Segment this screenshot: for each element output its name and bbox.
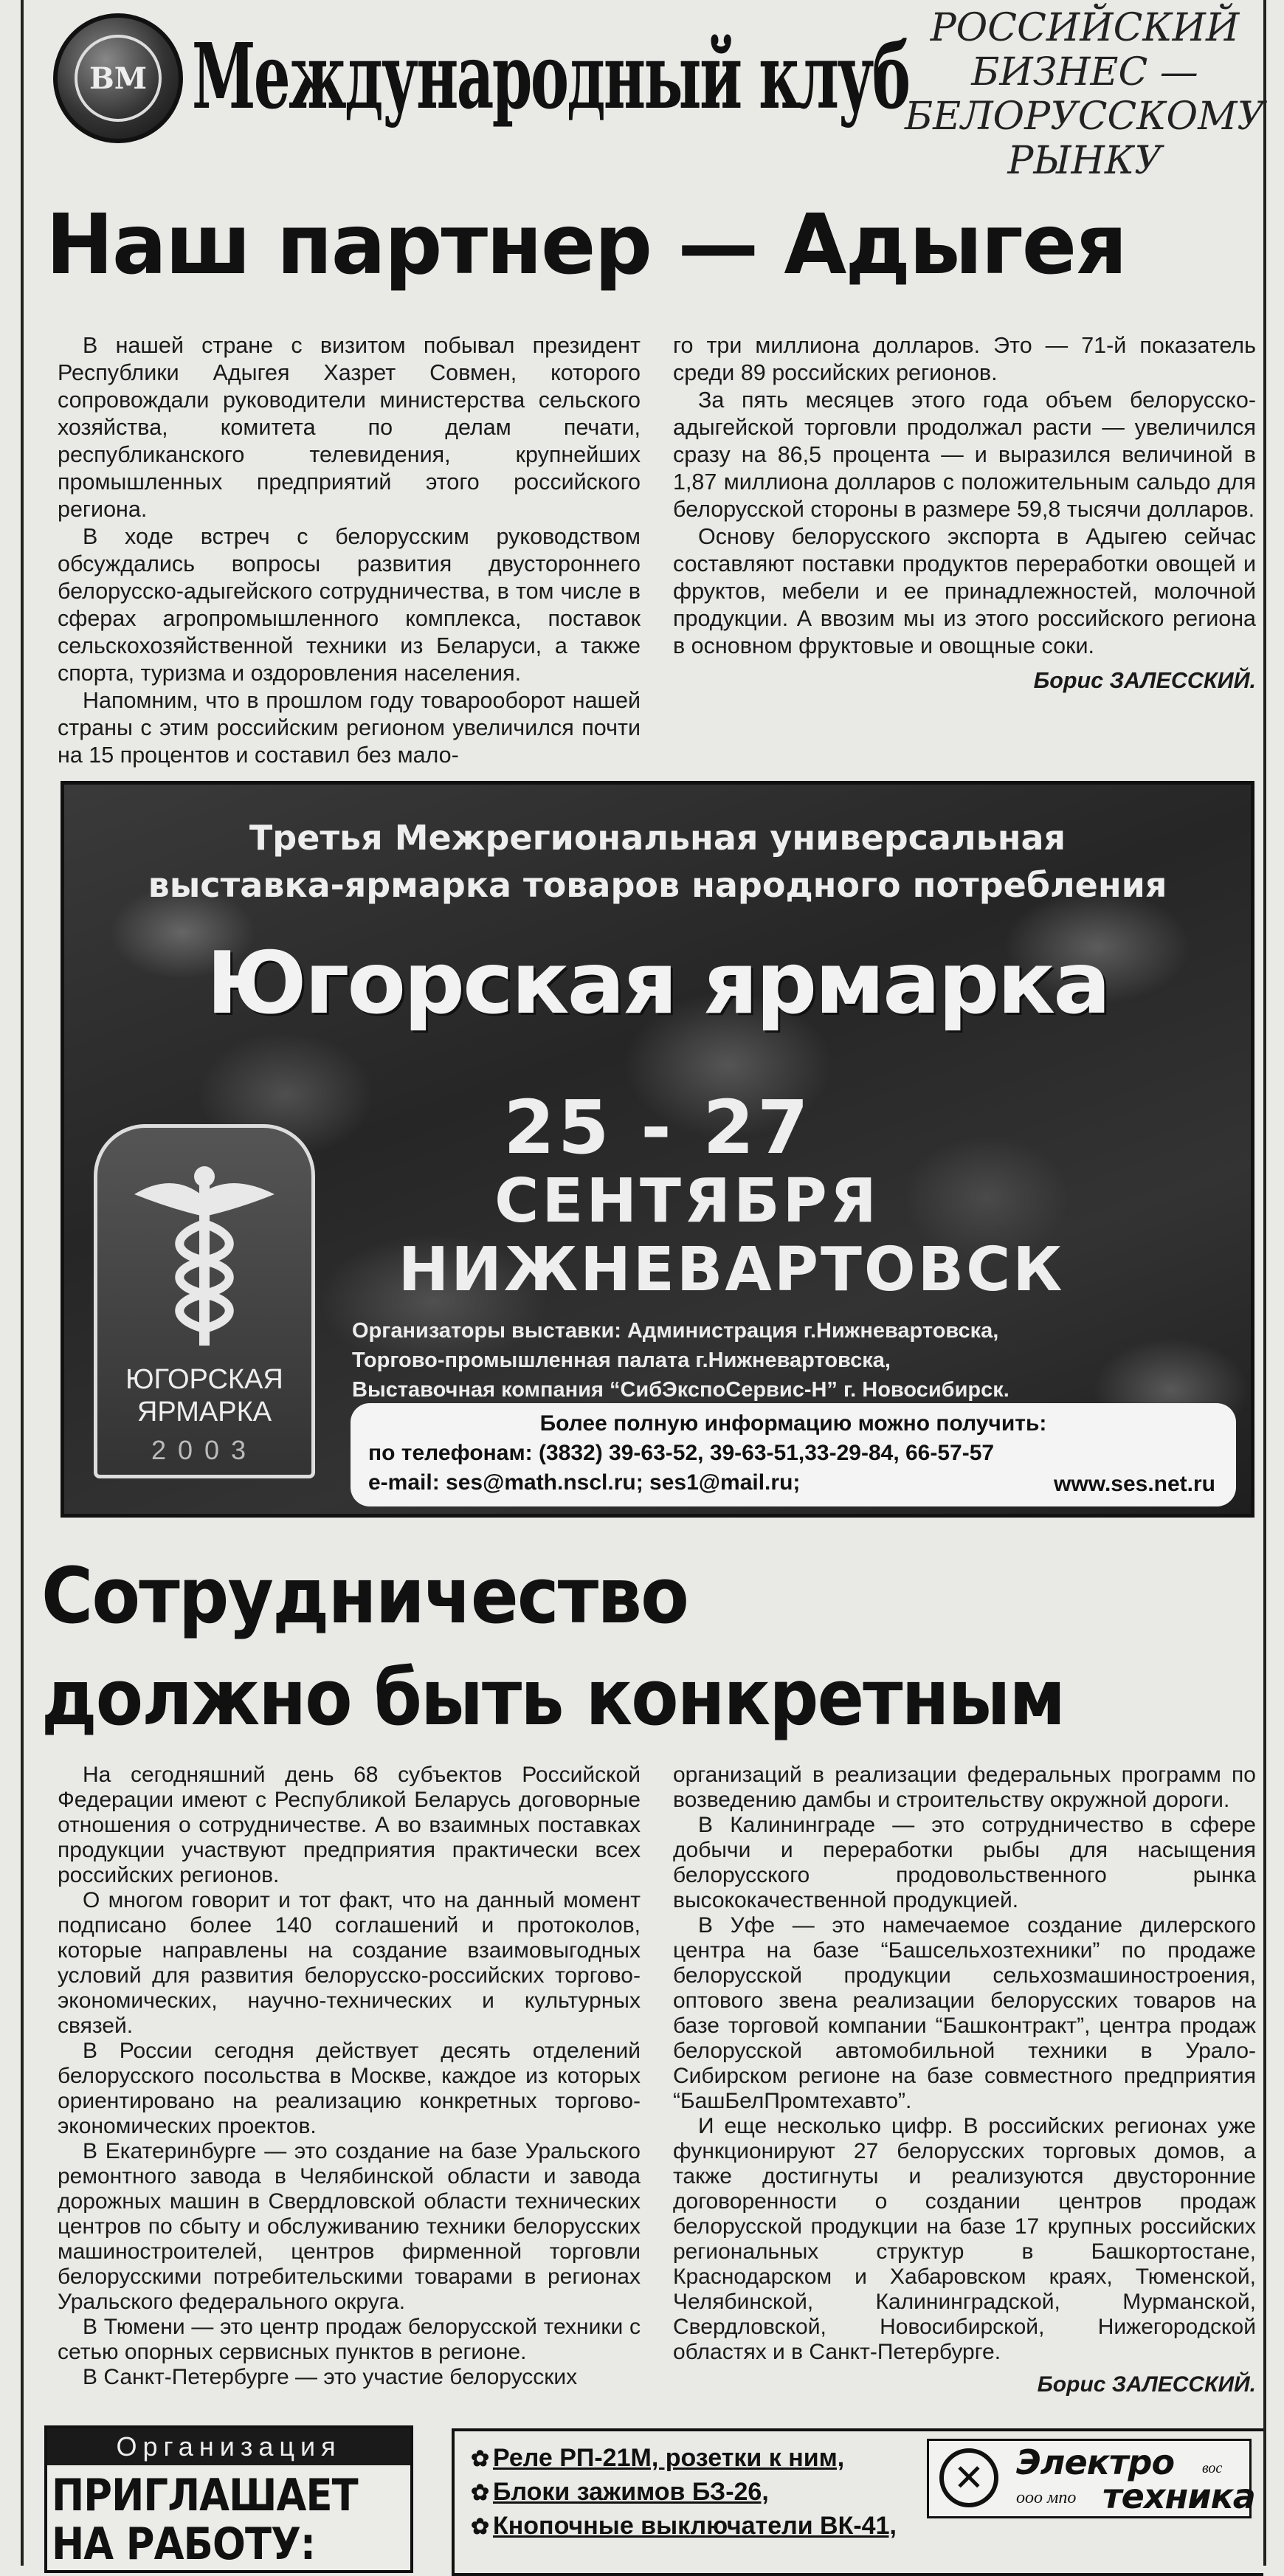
author-signature: Борис ЗАЛЕССКИЙ. bbox=[1033, 668, 1256, 693]
paragraph: В Екатеринбурге — это создание на базе Уральского ремонтного завода в Челябинской области и завода дорожных машин в Свердловской области технических центров по сбыту и обслуживанию техники белорусских машиностроителей, центров фирменной торговли белорусскими потребительскими товарами в регионах Уральского федерального округа. bbox=[58, 2139, 641, 2314]
rubric-line: РОССИЙСКИЙ bbox=[930, 6, 1240, 50]
left-column-rule bbox=[21, 0, 24, 2566]
article1-column-left bbox=[58, 332, 641, 769]
article2-headline-line1: Сотрудничество bbox=[41, 1551, 688, 1641]
paragraph: го три миллиона долларов. Это — 71-й показатель среди 89 российских регионов. bbox=[673, 333, 1256, 385]
flower-bullet-icon: ✿ bbox=[471, 2447, 490, 2471]
paragraph: В России сегодня действует десять отделений белорусского посольства в Москве, каждое из которых ориентировано на реализацию конкретных торгово-экономических проектов. bbox=[58, 2039, 641, 2138]
job-advert-title-line: НА РАБОТУ: bbox=[52, 2518, 316, 2570]
paragraph: О многом говорит и тот факт, что на данный момент подписано более 140 соглашений и протоколов, которые направлены на создание взаимовыгодных условий для развития белорусско-российских торгово-экономических, научно-технических и культурных связей. bbox=[58, 1888, 641, 2038]
article1-column-right bbox=[673, 332, 1256, 695]
job-advert-title-line: ПРИГЛАШАЕТ bbox=[52, 2470, 358, 2521]
ad-month: СЕНТЯБРЯ bbox=[494, 1166, 880, 1236]
products-advert bbox=[452, 2428, 1263, 2576]
paragraph: организаций в реализации федеральных программ по возведению дамбы и строительству окружной дороги. bbox=[673, 1763, 1256, 1812]
rubric-line: БЕЛОРУССКОМУ bbox=[904, 94, 1266, 139]
contact-phones: по телефонам: (3832) 39-63-52, 39-63-51,33-29-84, 66-57-57 bbox=[368, 1441, 995, 1465]
emblem-text: ЮГОРСКАЯ bbox=[125, 1364, 283, 1395]
rubric bbox=[893, 6, 1277, 183]
job-advert-title bbox=[52, 2471, 363, 2569]
author-signature: Борис ЗАЛЕССКИЙ. bbox=[1037, 2372, 1256, 2397]
ad-subtitle-line: Третья Межрегиональная универсальная bbox=[249, 818, 1066, 858]
job-advert-header: Организация bbox=[47, 2428, 410, 2465]
rubric-line: РЫНКУ bbox=[1007, 139, 1162, 183]
list-item: ✿ Кнопочные выключатели ВК-41, bbox=[471, 2510, 1263, 2544]
club-logo-monogram: ВМ bbox=[75, 35, 162, 122]
logo-small-text: ооо мпо bbox=[1016, 2488, 1077, 2507]
contact-info-box bbox=[351, 1403, 1236, 1506]
logo-small-text: вос bbox=[1202, 2460, 1223, 2476]
logo-word: Электро bbox=[1016, 2442, 1175, 2482]
paragraph: Основу белорусского экспорта в Адыгею сейчас составляют поставки продуктов переработки овощей и фруктов, мебели и ее принадлежностей, молочной продукции. А ввозим мы из этого российского региона в основном фруктовые и овощные соки. bbox=[673, 524, 1256, 658]
paragraph: В Санкт-Петербурге — это участие белорусских bbox=[83, 2365, 578, 2389]
paragraph: За пять месяцев этого года объем белорусско-адыгейской торговли продолжал расти — увеличился сразу на 86,5 процента — и выразился величиной в 1,87 миллиона долларов с положительным сальдо для белорусской стороны в размере 59,8 тысячи долларов. bbox=[673, 388, 1256, 522]
emblem-year: 2003 bbox=[151, 1435, 258, 1465]
organizers-line: Организаторы выставки: Администрация г.Нижневартовска, bbox=[352, 1319, 999, 1343]
contact-info-heading: Более полную информацию можно получить: bbox=[539, 1411, 1047, 1436]
rubric-line: БИЗНЕС — bbox=[971, 50, 1198, 94]
paragraph: На сегодняшний день 68 субъектов Российской Федерации имеют с Республикой Беларусь договорные отношения о сотрудничестве. А во взаимных поставках продукции участвуют предприятия практически всех российских регионов. bbox=[58, 1763, 641, 1887]
flower-bullet-icon: ✿ bbox=[471, 2481, 490, 2505]
article2-column-right bbox=[673, 1763, 1256, 2397]
fair-advertisement bbox=[61, 781, 1254, 1518]
plug-icon: ✕ bbox=[939, 2448, 998, 2507]
list-item: ✿ Блоки зажимов БЗ-26, bbox=[471, 2476, 1263, 2510]
right-column-rule bbox=[1263, 0, 1266, 2566]
company-logo bbox=[927, 2439, 1255, 2518]
paragraph: В Тюмени — это центр продаж белорусской техники с сетью опорных сервисных пунктов в регионе. bbox=[58, 2315, 641, 2364]
paragraph: Напомним, что в прошлом году товарооборот нашей страны с этим российским регионом увеличился почти на 15 процентов и составил без мало- bbox=[58, 688, 641, 768]
flower-bullet-icon: ✿ bbox=[471, 2515, 490, 2539]
article2-headline-line2: должно быть конкретным bbox=[41, 1653, 1065, 1743]
article2-column-left bbox=[58, 1763, 641, 2390]
organizers-line: Торгово-промышленная палата г.Нижневартовска, bbox=[352, 1349, 891, 1372]
paragraph: В ходе встреч с белорусским руководством обсуждались вопросы развития двустороннего белорусско-адыгейского сотрудничества, в том числе в сферах агропромышленного комплекса, поставок сельскохозяйственной техники из Беларуси, а также спорта, туризма и оздоровления населения. bbox=[58, 524, 641, 686]
paragraph: В Калининграде — это сотрудничество в сфере добычи и переработки рыбы для насыщения белорусского продовольственного рынка высококачественной продукцией. bbox=[673, 1813, 1256, 1912]
paragraph: В нашей стране с визитом побывал президент Республики Адыгея Хазрет Совмен, которого сопровождали руководители министерства сельского хозяйства, комитета по делам печати, республиканского телевидения, крупнейших промышленных предприятий этого российского региона. bbox=[58, 333, 641, 522]
caduceus-icon bbox=[127, 1165, 282, 1349]
ad-subtitle-line: выставка-ярмарка товаров народного потребления bbox=[148, 865, 1167, 905]
logo-word: техника bbox=[1102, 2476, 1255, 2516]
ad-dates: 25 - 27 bbox=[503, 1084, 812, 1171]
club-logo-icon bbox=[53, 13, 183, 143]
section-title: Международный клуб bbox=[192, 23, 909, 129]
emblem-text: ЯРМАРКА bbox=[137, 1397, 272, 1428]
paragraph: В Уфе — это намечаемое создание дилерского центра на базе “Башсельхозтехники” по продаже белорусской продукции сельхозмашиностроения, оптового звена реализации белорусских товаров на базе торговой компании “Башконтракт”, центра продаж белорусской автомобильной техники в Урало-Сибирском регионе на базе совместного предприятия “БашБелПромтехавто”. bbox=[673, 1913, 1256, 2113]
masthead bbox=[44, 0, 1266, 199]
organizers-line: Выставочная компания “СибЭкспоСервис-Н” г. Новосибирск. bbox=[352, 1378, 1009, 1402]
job-advert bbox=[44, 2425, 413, 2573]
ad-city: НИЖНЕВАРТОВСК bbox=[398, 1235, 1065, 1305]
fair-emblem bbox=[94, 1124, 315, 1478]
contact-email: e-mail: ses@math.nscl.ru; ses1@mail.ru; bbox=[368, 1470, 801, 1495]
list-item: ✿ Реле РП-21М, розетки к ним, bbox=[471, 2442, 1263, 2476]
ad-title: Югорская ярмарка bbox=[206, 934, 1109, 1033]
article1-headline: Наш партнер — Адыгея bbox=[46, 197, 1126, 293]
contact-website: www.ses.net.ru bbox=[1054, 1472, 1215, 1496]
paragraph: И еще несколько цифр. В российских регионах уже функционируют 27 белорусских торговых домов, а также достигнуты и реализуются двусторонние договоренности о создании центров продаж белорусской продукции на базе 17 крупных российских региональных структур в Башкортостане, Краснодарском и Хабаровском краях, Тюменской, Челябинской, Калининградской, Мурманской, Свердловской, Новосибирской, Нижегородской областях и в Санкт-Петербурге. bbox=[673, 2114, 1256, 2364]
